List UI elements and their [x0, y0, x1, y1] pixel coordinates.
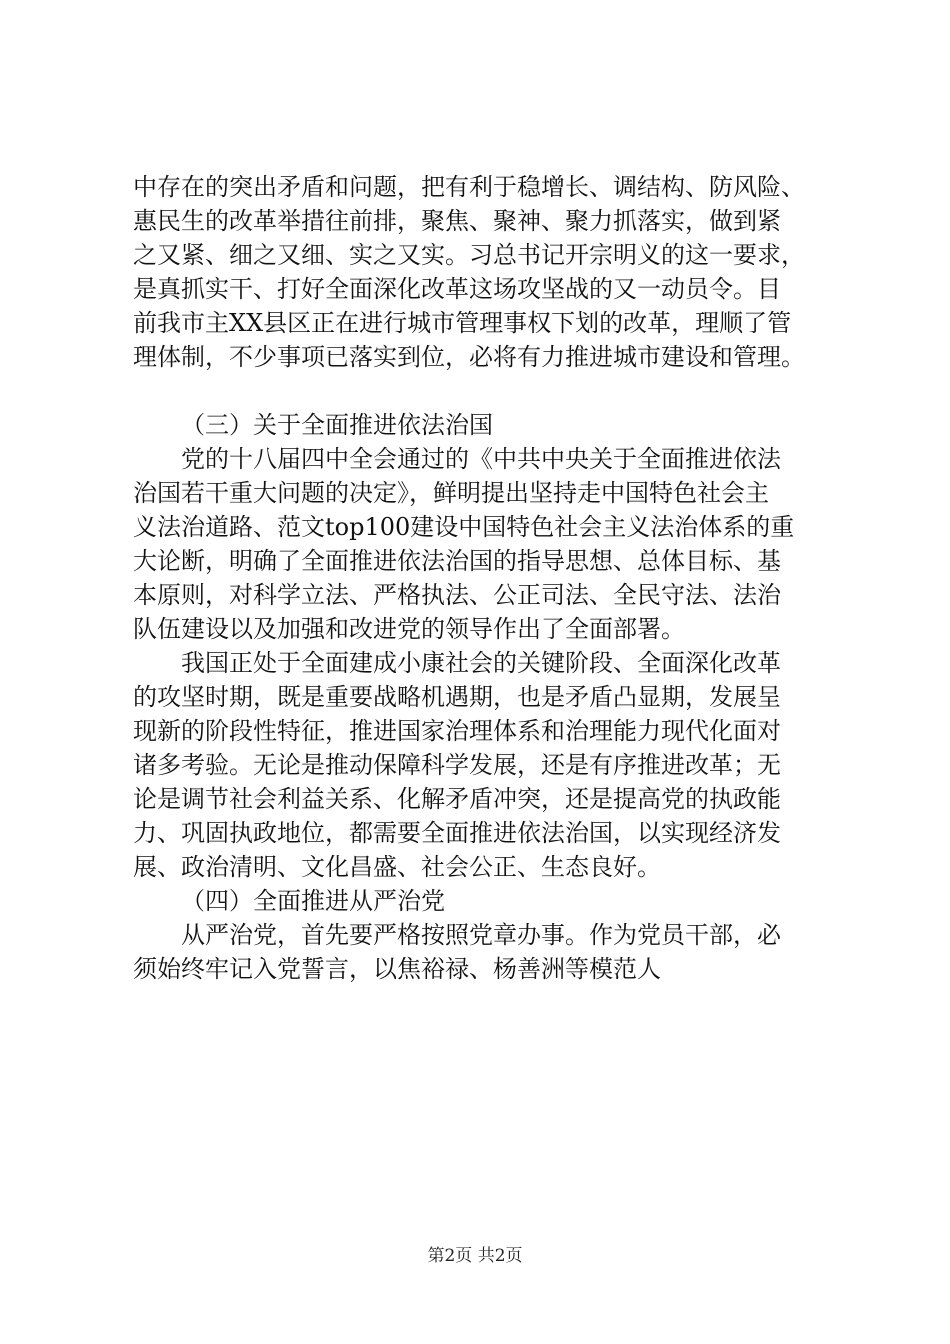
- text-line: 论是调节社会利益关系、化解矛盾冲突，还是提高党的执政能: [133, 785, 781, 813]
- text-line: 前我市主XX县区正在进行城市管理事权下划的改革，理顺了管: [133, 309, 792, 337]
- text-line: 理体制，不少事项已落实到位，必将有力推进城市建设和管理。: [133, 343, 805, 371]
- text-line: 之又紧、细之又细、实之又实。习总书记开宗明义的这一要求，: [133, 241, 805, 269]
- paragraph-gap: [133, 374, 845, 408]
- text-line: 本原则，对科学立法、严格执法、公正司法、全民守法、法治: [133, 581, 781, 609]
- text-line: 是真抓实干、打好全面深化改革这场攻坚战的又一动员令。目: [133, 275, 781, 303]
- text-line: 的攻坚时期，既是重要战略机遇期，也是矛盾凸显期，发展呈: [133, 683, 781, 711]
- page-footer: 第2页 共2页: [427, 1246, 523, 1266]
- text-line: 惠民生的改革举措往前排，聚焦、聚神、聚力抓落实，做到紧: [133, 207, 781, 235]
- document-body: [133, 170, 845, 986]
- text-line: 须始终牢记入党誓言，以焦裕禄、杨善洲等模范人: [133, 955, 661, 983]
- text-line: （三）关于全面推进依法治国: [181, 411, 493, 439]
- text-line: 现新的阶段性特征，推进国家治理体系和治理能力现代化面对: [133, 717, 781, 745]
- text-line: 展、政治清明、文化昌盛、社会公正、生态良好。: [133, 853, 661, 881]
- text-line: 我国正处于全面建成小康社会的关键阶段、全面深化改革: [181, 649, 781, 677]
- text-line: 诸多考验。无论是推动保障科学发展，还是有序推进改革；无: [133, 751, 781, 779]
- text-line: 大论断，明确了全面推进依法治国的指导思想、总体目标、基: [133, 547, 781, 575]
- text-line: 中存在的突出矛盾和问题，把有利于稳增长、调结构、防风险、: [133, 173, 805, 201]
- text-line: 党的十八届四中全会通过的《中共中央关于全面推进依法: [181, 445, 781, 473]
- text-line: 义法治道路、范文top100建设中国特色社会主义法治体系的重: [133, 513, 795, 541]
- text-line: 治国若干重大问题的决定》，鲜明提出坚持走中国特色社会主: [133, 479, 769, 507]
- text-line: （四）全面推进从严治党: [181, 887, 445, 915]
- text-line: 力、巩固执政地位，都需要全面推进依法治国，以实现经济发: [133, 819, 781, 847]
- text-line: 队伍建设以及加强和改进党的领导作出了全面部署。: [133, 615, 685, 643]
- text-line: 从严治党，首先要严格按照党章办事。作为党员干部，必: [181, 921, 781, 949]
